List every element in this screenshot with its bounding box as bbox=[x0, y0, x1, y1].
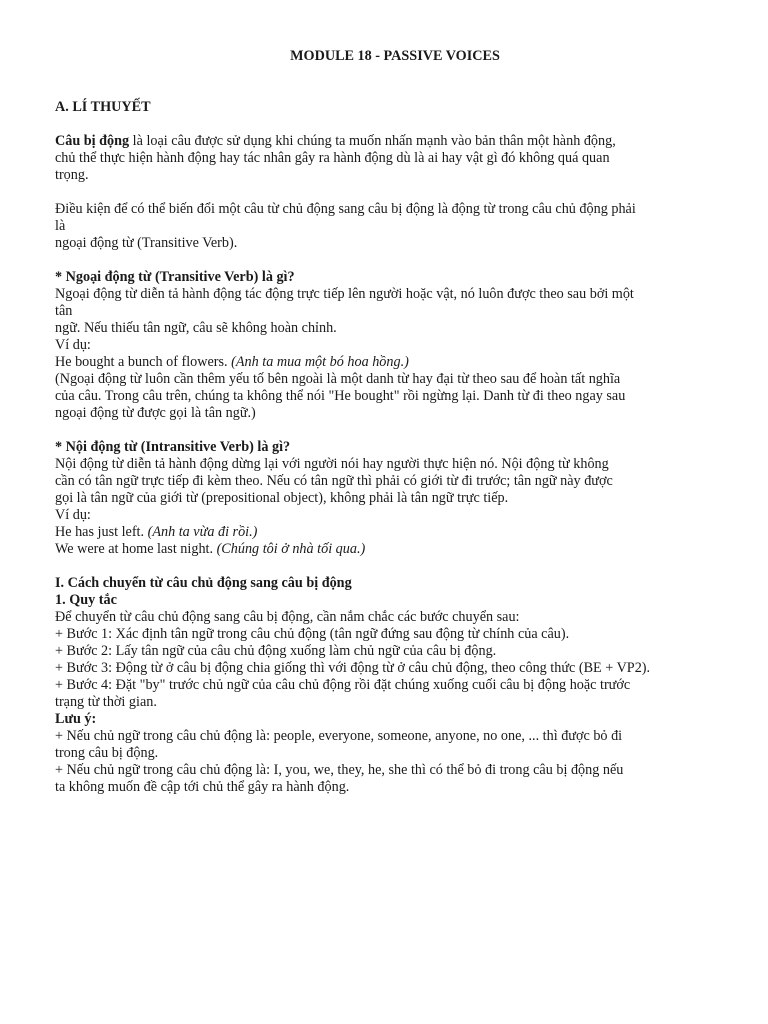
intransitive-example-2-vi: (Chúng tôi ở nhà tối qua.) bbox=[216, 541, 366, 557]
step-3: + Bước 3: Động từ ở câu bị động chia giống thì với động từ ở câu chủ động, theo công thức (BE + VP2). bbox=[55, 660, 651, 676]
intransitive-example-1 bbox=[55, 524, 735, 541]
intransitive-line-3: gọi là tân ngữ của giới từ (prepositional object), không phải là tân ngữ trực tiếp. bbox=[55, 490, 509, 506]
step-4-line-1: + Bước 4: Đặt "by" trước chủ ngữ của câu chủ động rồi đặt chúng xuống cuối câu bị động hoặc trước bbox=[55, 677, 631, 693]
intro-line-1 bbox=[55, 133, 735, 150]
intro-term: Câu bị động bbox=[55, 133, 130, 149]
transitive-example-en: He bought a bunch of flowers. bbox=[55, 354, 232, 370]
transitive-example bbox=[55, 354, 735, 371]
condition-line-3: ngoại động từ (Transitive Verb). bbox=[55, 235, 238, 251]
document-title: MODULE 18 - PASSIVE VOICES bbox=[290, 48, 500, 64]
intransitive-line-2: cần có tân ngữ trực tiếp đi kèm theo. Nếu có tân ngữ thì phải có giới từ đi trước; tân ngữ này được bbox=[55, 473, 613, 489]
transitive-heading: * Ngoại động từ (Transitive Verb) là gì? bbox=[55, 269, 295, 285]
section-1-heading: I. Cách chuyển từ câu chủ động sang câu bị động bbox=[55, 575, 352, 591]
section-1-intro: Để chuyển từ câu chủ động sang câu bị động, cần nắm chắc các bước chuyển sau: bbox=[55, 609, 520, 625]
transitive-line-2: tân bbox=[55, 303, 73, 319]
section-1-subheading: 1. Quy tắc bbox=[55, 592, 117, 608]
transitive-line-1: Ngoại động từ diễn tả hành động tác động trực tiếp lên người hoặc vật, nó luôn được theo sau bởi một bbox=[55, 286, 634, 302]
intransitive-example-label: Ví dụ: bbox=[55, 507, 91, 523]
transitive-note-1: (Ngoại động từ luôn cần thêm yếu tố bên ngoài là một danh từ hay đại từ theo sau để hoàn tất nghĩa bbox=[55, 371, 621, 387]
intransitive-example-2-en: We were at home last night. bbox=[55, 541, 217, 557]
note-1-line-2: trong câu bị động. bbox=[55, 745, 159, 761]
intransitive-example-1-en: He has just left. bbox=[55, 524, 148, 540]
condition-line-1: Điều kiện để có thể biến đổi một câu từ chủ động sang câu bị động là động từ trong câu chủ động phải bbox=[55, 201, 636, 217]
transitive-line-3: ngữ. Nếu thiếu tân ngữ, câu sẽ không hoàn chỉnh. bbox=[55, 320, 337, 336]
intro-line-3: trọng. bbox=[55, 167, 89, 183]
intransitive-heading: * Nội động từ (Intransitive Verb) là gì? bbox=[55, 439, 291, 455]
transitive-note-2: của câu. Trong câu trên, chúng ta không thể nói "He bought" rồi ngừng lại. Danh từ đi theo ngay sau bbox=[55, 388, 626, 404]
intransitive-line-1: Nội động từ diễn tả hành động dừng lại với người nói hay người thực hiện nó. Nội động từ không bbox=[55, 456, 609, 472]
intransitive-example-2 bbox=[55, 541, 735, 558]
intro-line-2: chủ thể thực hiện hành động hay tác nhân gây ra hành động dù là ai hay vật gì đó không quá quan bbox=[55, 150, 610, 166]
step-1: + Bước 1: Xác định tân ngữ trong câu chủ động (tân ngữ đứng sau động từ chính của câu). bbox=[55, 626, 570, 642]
step-4-line-2: trạng từ thời gian. bbox=[55, 694, 157, 710]
note-2-line-1: + Nếu chủ ngữ trong câu chủ động là: I, you, we, they, he, she thì có thể bỏ đi trong câu bị động nếu bbox=[55, 762, 624, 778]
note-label: Lưu ý: bbox=[55, 711, 97, 727]
intransitive-example-1-vi: (Anh ta vừa đi rồi.) bbox=[147, 524, 258, 540]
section-a-heading: A. LÍ THUYẾT bbox=[55, 99, 151, 115]
transitive-note-3: ngoại động từ được gọi là tân ngữ.) bbox=[55, 405, 256, 421]
step-2: + Bước 2: Lấy tân ngữ của câu chủ động xuống làm chủ ngữ của câu bị động. bbox=[55, 643, 497, 659]
note-2-line-2: ta không muốn đề cập tới chủ thể gây ra hành động. bbox=[55, 779, 350, 795]
transitive-example-label: Ví dụ: bbox=[55, 337, 91, 353]
transitive-example-vi: (Anh ta mua một bó hoa hồng.) bbox=[231, 354, 409, 370]
note-1-line-1: + Nếu chủ ngữ trong câu chủ động là: people, everyone, someone, anyone, no one, ... thì được bỏ đi bbox=[55, 728, 623, 744]
document-page bbox=[55, 48, 735, 796]
intro-line-1-rest: là loại câu được sử dụng khi chúng ta muốn nhấn mạnh vào bản thân một hành động, bbox=[129, 133, 616, 149]
condition-line-2: là bbox=[55, 218, 66, 234]
